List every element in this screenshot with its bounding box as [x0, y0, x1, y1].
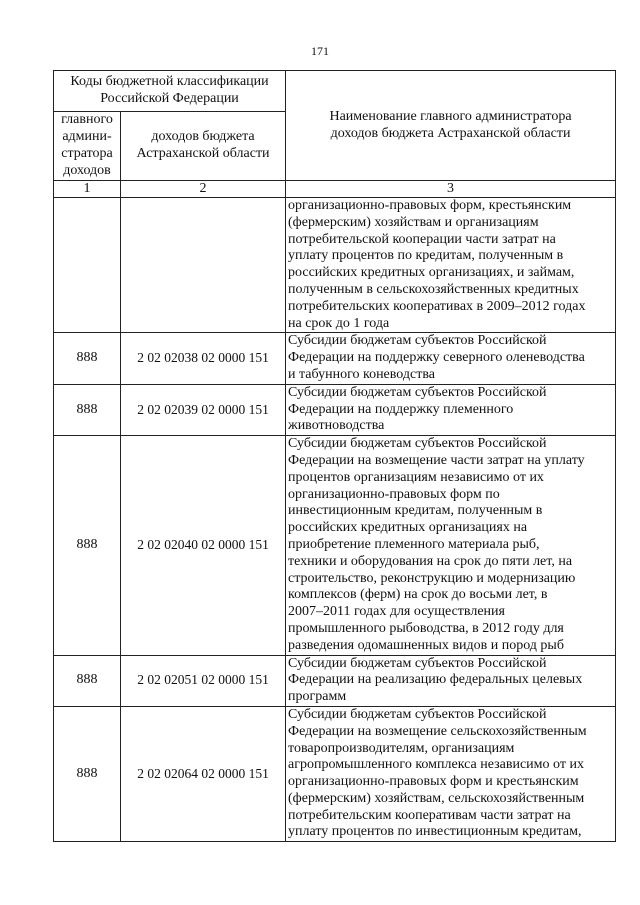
name-line: организационно-правовых форм, крестьянским [288, 198, 572, 213]
income-code-cell: 2 02 02064 02 0000 151 [121, 706, 286, 841]
name-line: комплексов (ферм) на срок до восьми лет, в [288, 587, 548, 603]
name-line: Субсидии бюджетам субъектов Российской [288, 384, 547, 400]
admin-code-cell: 888 [54, 706, 121, 841]
name-line: (фермерским) хозяйствам, сельскохозяйственным [288, 790, 585, 806]
name-line: инвестиционным кредитам, полученным в [288, 503, 543, 519]
header-name-line: доходов бюджета Астраханской области [330, 125, 571, 141]
admin-code-cell: 888 [54, 333, 121, 384]
income-code-cell: 2 02 02051 02 0000 151 [121, 655, 286, 706]
header-admin-line: доходов [63, 162, 111, 178]
header-income-code [121, 112, 286, 181]
admin-code-cell: 888 [54, 655, 121, 706]
name-line: программ [288, 689, 347, 705]
header-admin-line: стратора [61, 146, 113, 161]
name-line: агропромышленного комплекса независимо от их [288, 757, 584, 773]
income-code-cell: 2 02 02040 02 0000 151 [121, 436, 286, 655]
header-admin-name [286, 71, 616, 181]
admin-code-cell [54, 198, 121, 333]
income-code-cell [121, 198, 286, 333]
name-line: российских кредитных организациях, и займам, [288, 265, 575, 281]
page-number: 171 [311, 44, 329, 58]
name-line: 2007–2011 годах для осуществления [288, 604, 505, 620]
administrator-name-cell [286, 333, 616, 384]
header-admin-code [54, 112, 121, 181]
table-row [54, 706, 616, 841]
name-line: Федерации на реализацию федеральных целевых [288, 672, 583, 688]
column-number: 3 [286, 181, 616, 198]
admin-code-cell: 888 [54, 436, 121, 655]
header-income-line: Астраханской области [136, 146, 270, 161]
header-admin-line: главного [61, 112, 113, 128]
name-line: Федерации на поддержку племенного [288, 401, 514, 417]
name-line: и табунного коневодства [288, 366, 435, 382]
name-line: (фермерским) хозяйствам и организациям [288, 214, 539, 230]
column-number: 2 [121, 181, 286, 198]
budget-classification-table [53, 70, 616, 842]
administrator-name-cell [286, 655, 616, 706]
table-row [54, 333, 616, 384]
name-line: на срок до 1 года [288, 315, 390, 331]
name-line: техники и оборудования на срок до пяти лет, на [288, 553, 573, 569]
name-line: разведения одомашненных видов и пород рыб [288, 637, 564, 653]
administrator-name-cell [286, 198, 616, 333]
administrator-name-cell [286, 384, 616, 435]
name-line: Субсидии бюджетам субъектов Российской [288, 655, 547, 671]
name-line: товаропроизводителям, организациям [288, 740, 515, 756]
name-line: приобретение племенного материала рыб, [288, 536, 540, 552]
name-line: организационно-правовых форм и крестьянским [288, 774, 579, 790]
name-line: Субсидии бюджетам субъектов Российской [288, 706, 547, 722]
column-numbers-row [54, 181, 616, 198]
header-income-line: доходов бюджета [151, 129, 255, 145]
table-row [54, 198, 616, 333]
name-line: Федерации на возмещение сельскохозяйственным [288, 723, 587, 739]
name-line: Субсидии бюджетам субъектов Российской [288, 333, 547, 349]
name-line: Федерации на возмещение части затрат на уплату [288, 452, 585, 468]
name-line: процентов организациям независимо от их [288, 469, 544, 485]
name-line: российских кредитных организациях на [288, 520, 528, 536]
name-line: строительство, реконструкцию и модернизацию [288, 570, 576, 586]
table-row [54, 436, 616, 655]
name-line: полученным в сельскохозяйственных кредитных [288, 281, 579, 297]
header-name-line: Наименование главного администратора [329, 108, 572, 124]
header-row-group [54, 71, 616, 112]
income-code-cell: 2 02 02038 02 0000 151 [121, 333, 286, 384]
name-line: уплату процентов по инвестиционным кредитам, [288, 824, 582, 840]
name-line: животноводства [288, 418, 385, 434]
table-row [54, 655, 616, 706]
name-line: потребительской кооперации части затрат на [288, 231, 556, 247]
name-line: уплату процентов по кредитам, полученным в [288, 248, 564, 264]
name-line: Субсидии бюджетам субъектов Российской [288, 436, 547, 452]
income-code-cell: 2 02 02039 02 0000 151 [121, 384, 286, 435]
name-line: Федерации на поддержку северного оленеводства [288, 350, 585, 366]
name-line: промышленного рыбоводства, в 2012 году для [288, 620, 564, 636]
name-line: потребительским кооперативам части затрат на [288, 807, 571, 823]
administrator-name-cell [286, 436, 616, 655]
administrator-name-cell [286, 706, 616, 841]
column-number: 1 [54, 181, 121, 198]
admin-code-cell: 888 [54, 384, 121, 435]
header-admin-line: админи- [62, 129, 112, 145]
name-line: потребительских кооперативах в 2009–2012 годах [288, 298, 586, 314]
header-codes-group: Коды бюджетной классификации Российской Федерации [54, 71, 286, 112]
table-row [54, 384, 616, 435]
name-line: организационно-правовых форм по [288, 486, 500, 502]
